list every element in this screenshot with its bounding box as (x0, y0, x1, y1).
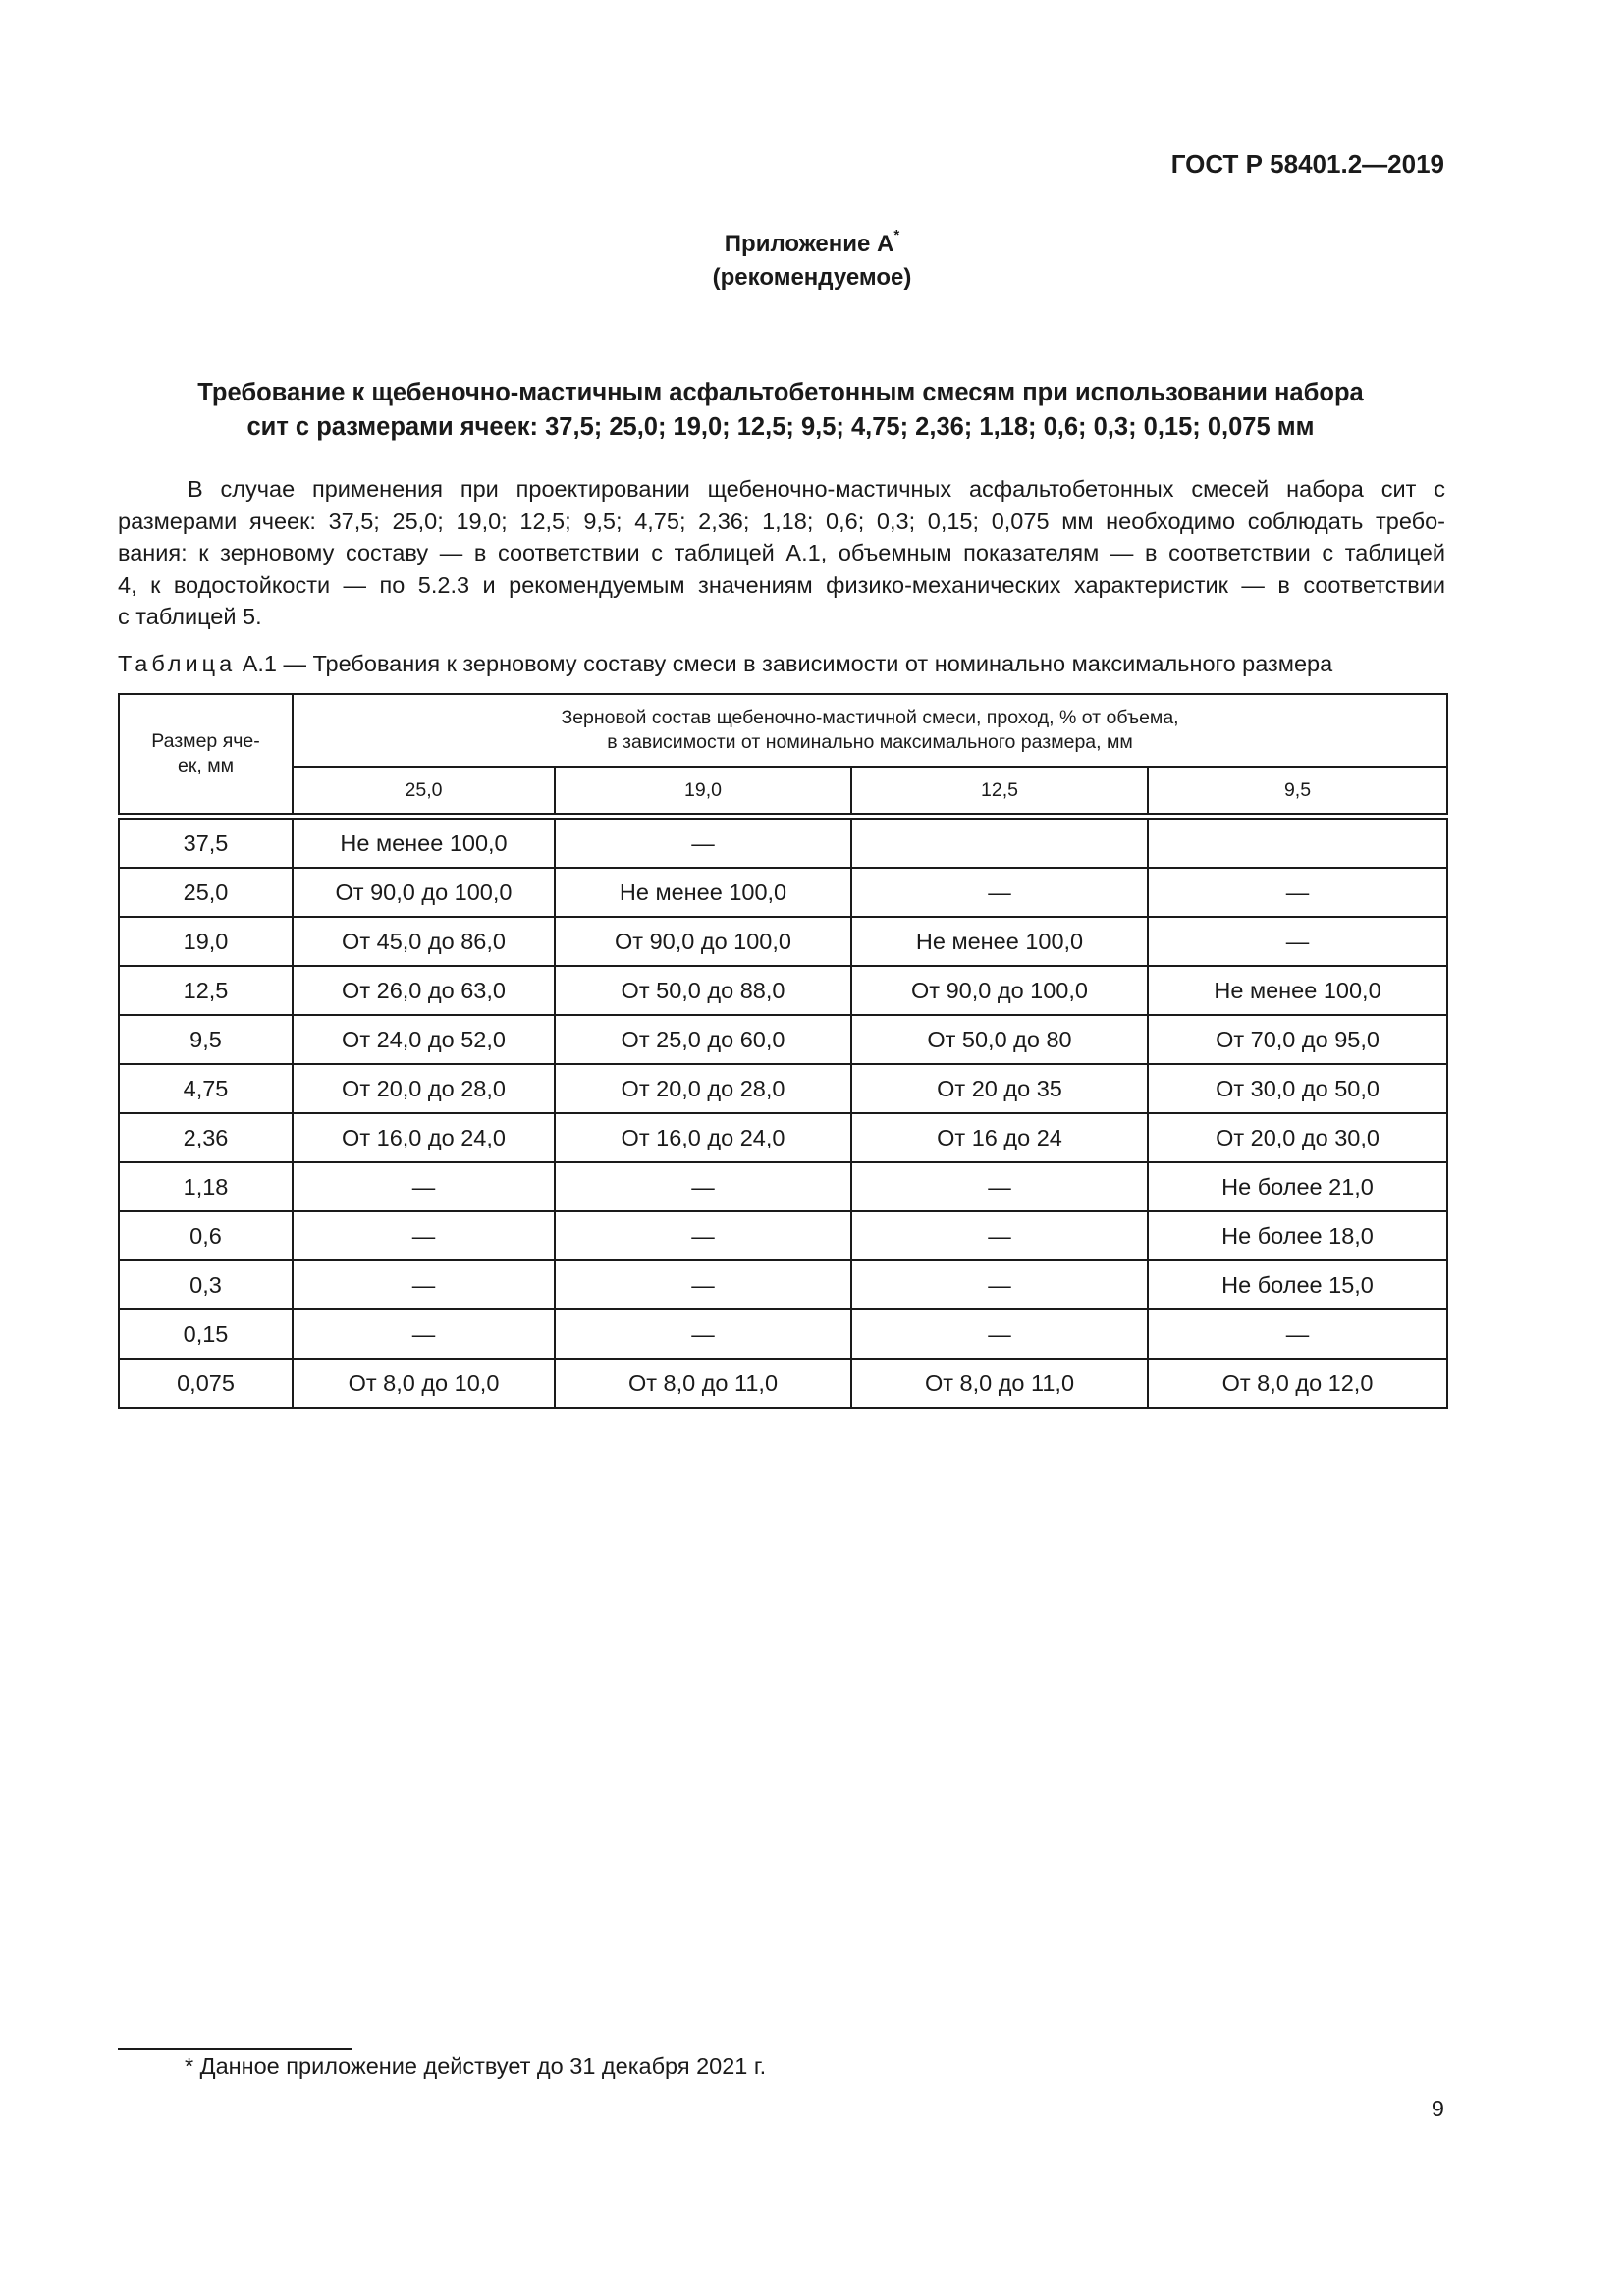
appendix-block (0, 228, 1624, 294)
value-cell: От 45,0 до 86,0 (293, 917, 555, 966)
header-size-col: 25,0 (293, 767, 555, 814)
value-cell: От 20,0 до 28,0 (555, 1064, 851, 1113)
value-cell: От 50,0 до 88,0 (555, 966, 851, 1015)
value-cell: От 16,0 до 24,0 (555, 1113, 851, 1162)
page-number: 9 (1431, 2096, 1444, 2121)
header-sieve-line: Размер яче- (151, 730, 260, 752)
value-cell: — (1148, 868, 1447, 917)
table-row (119, 1211, 1447, 1260)
value-cell: От 8,0 до 11,0 (555, 1359, 851, 1408)
appendix-title-text: Приложение А (724, 231, 894, 257)
value-cell: — (293, 1211, 555, 1260)
table-row (119, 1260, 1447, 1309)
appendix-footnote-marker: * (893, 227, 900, 243)
value-cell: — (293, 1162, 555, 1211)
header-size-col: 12,5 (851, 767, 1148, 814)
value-cell: — (555, 1309, 851, 1359)
section-heading-line-1: Требование к щебеночно-мастичным асфальтобетонным смесям при использовании набора (197, 379, 1364, 406)
sieve-cell: 0,3 (119, 1260, 293, 1309)
value-cell: От 20 до 35 (851, 1064, 1148, 1113)
value-cell: От 25,0 до 60,0 (555, 1015, 851, 1064)
value-cell: Не более 15,0 (1148, 1260, 1447, 1309)
value-cell: — (851, 1162, 1148, 1211)
sieve-cell: 0,6 (119, 1211, 293, 1260)
section-heading (118, 376, 1443, 445)
table-body (119, 814, 1447, 1408)
table-row (119, 1162, 1447, 1211)
header-size-col: 9,5 (1148, 767, 1447, 814)
sieve-cell: 2,36 (119, 1113, 293, 1162)
value-cell: — (1148, 1309, 1447, 1359)
value-cell: — (851, 1260, 1148, 1309)
intro-paragraph (118, 473, 1445, 633)
value-cell: От 24,0 до 52,0 (293, 1015, 555, 1064)
value-cell: — (555, 1162, 851, 1211)
value-cell: Не более 21,0 (1148, 1162, 1447, 1211)
table-caption-text: А.1 — Требования к зерновому составу смеси в зависимости от номинально максимального размера (242, 651, 1333, 676)
value-cell: Не менее 100,0 (293, 819, 555, 868)
table-row (119, 1309, 1447, 1359)
sieve-cell: 12,5 (119, 966, 293, 1015)
value-cell: От 8,0 до 11,0 (851, 1359, 1148, 1408)
value-cell: — (851, 868, 1148, 917)
header-grading-group (293, 694, 1447, 767)
value-cell: Не менее 100,0 (555, 868, 851, 917)
table-row (119, 819, 1447, 868)
grading-table (118, 693, 1448, 1409)
sieve-cell: 25,0 (119, 868, 293, 917)
paragraph-line: с таблицей 5. (118, 604, 262, 629)
value-cell: — (555, 1211, 851, 1260)
sieve-cell: 1,18 (119, 1162, 293, 1211)
paragraph-line: вания: к зерновому составу — в соответствии с таблицей А.1, объемным показателям — в соответствии с таблицей (118, 540, 1445, 565)
table-caption-label: Таблица (118, 651, 237, 676)
table-caption (118, 651, 1445, 677)
value-cell: — (851, 1309, 1148, 1359)
value-cell: — (1148, 917, 1447, 966)
value-cell: — (555, 1260, 851, 1309)
header-group-line: в зависимости от номинально максимального размера, мм (607, 731, 1133, 753)
table-row (119, 1064, 1447, 1113)
value-cell: От 26,0 до 63,0 (293, 966, 555, 1015)
header-sieve-line: ек, мм (177, 755, 235, 776)
paragraph-line: размерами ячеек: 37,5; 25,0; 19,0; 12,5; 9,5; 4,75; 2,36; 1,18; 0,6; 0,3; 0,15; 0,075 мм необходимо соблюдать требо- (118, 507, 1445, 534)
value-cell: От 90,0 до 100,0 (555, 917, 851, 966)
sieve-cell: 19,0 (119, 917, 293, 966)
table-header (119, 694, 1447, 814)
value-cell (1148, 819, 1447, 868)
value-cell: От 8,0 до 10,0 (293, 1359, 555, 1408)
value-cell: От 90,0 до 100,0 (851, 966, 1148, 1015)
sieve-cell: 9,5 (119, 1015, 293, 1064)
value-cell: От 20,0 до 28,0 (293, 1064, 555, 1113)
footnote: * Данное приложение действует до 31 декабря 2021 г. (185, 2054, 767, 2079)
appendix-subtitle: (рекомендуемое) (712, 264, 912, 291)
value-cell: Не менее 100,0 (851, 917, 1148, 966)
value-cell: — (293, 1309, 555, 1359)
value-cell: От 16 до 24 (851, 1113, 1148, 1162)
table-row (119, 1359, 1447, 1408)
table-row (119, 1015, 1447, 1064)
value-cell: — (555, 819, 851, 868)
header-group-line: Зерновой состав щебеночно-мастичной смеси, проход, % от объема, (561, 707, 1179, 728)
sieve-cell: 4,75 (119, 1064, 293, 1113)
appendix-title (0, 228, 1624, 261)
section-heading-line-2: сит с размерами ячеек: 37,5; 25,0; 19,0; 12,5; 9,5; 4,75; 2,36; 1,18; 0,6; 0,3; 0,15; 0,075 мм (246, 413, 1315, 441)
sieve-cell: 37,5 (119, 819, 293, 868)
value-cell: — (293, 1260, 555, 1309)
value-cell: От 8,0 до 12,0 (1148, 1359, 1447, 1408)
value-cell: От 30,0 до 50,0 (1148, 1064, 1447, 1113)
header-size-col: 19,0 (555, 767, 851, 814)
header-sieve-size (119, 694, 293, 814)
sieve-cell: 0,15 (119, 1309, 293, 1359)
table-row (119, 966, 1447, 1015)
value-cell: От 20,0 до 30,0 (1148, 1113, 1447, 1162)
document-code: ГОСТ Р 58401.2—2019 (1170, 149, 1444, 179)
value-cell (851, 819, 1148, 868)
value-cell: От 90,0 до 100,0 (293, 868, 555, 917)
value-cell: От 50,0 до 80 (851, 1015, 1148, 1064)
value-cell: — (851, 1211, 1148, 1260)
sieve-cell: 0,075 (119, 1359, 293, 1408)
value-cell: От 70,0 до 95,0 (1148, 1015, 1447, 1064)
paragraph-line: 4, к водостойкости — по 5.2.3 и рекомендуемым значениям физико-механических характеристик — в соответствии (118, 571, 1445, 598)
value-cell: Не более 18,0 (1148, 1211, 1447, 1260)
value-cell: От 16,0 до 24,0 (293, 1113, 555, 1162)
table-row (119, 1113, 1447, 1162)
value-cell: Не менее 100,0 (1148, 966, 1447, 1015)
table-row (119, 868, 1447, 917)
paragraph-line: В случае применения при проектировании щебеночно-мастичных асфальтобетонных смесей набора сит с (188, 476, 1445, 502)
footnote-divider (118, 2048, 352, 2050)
table-row (119, 917, 1447, 966)
